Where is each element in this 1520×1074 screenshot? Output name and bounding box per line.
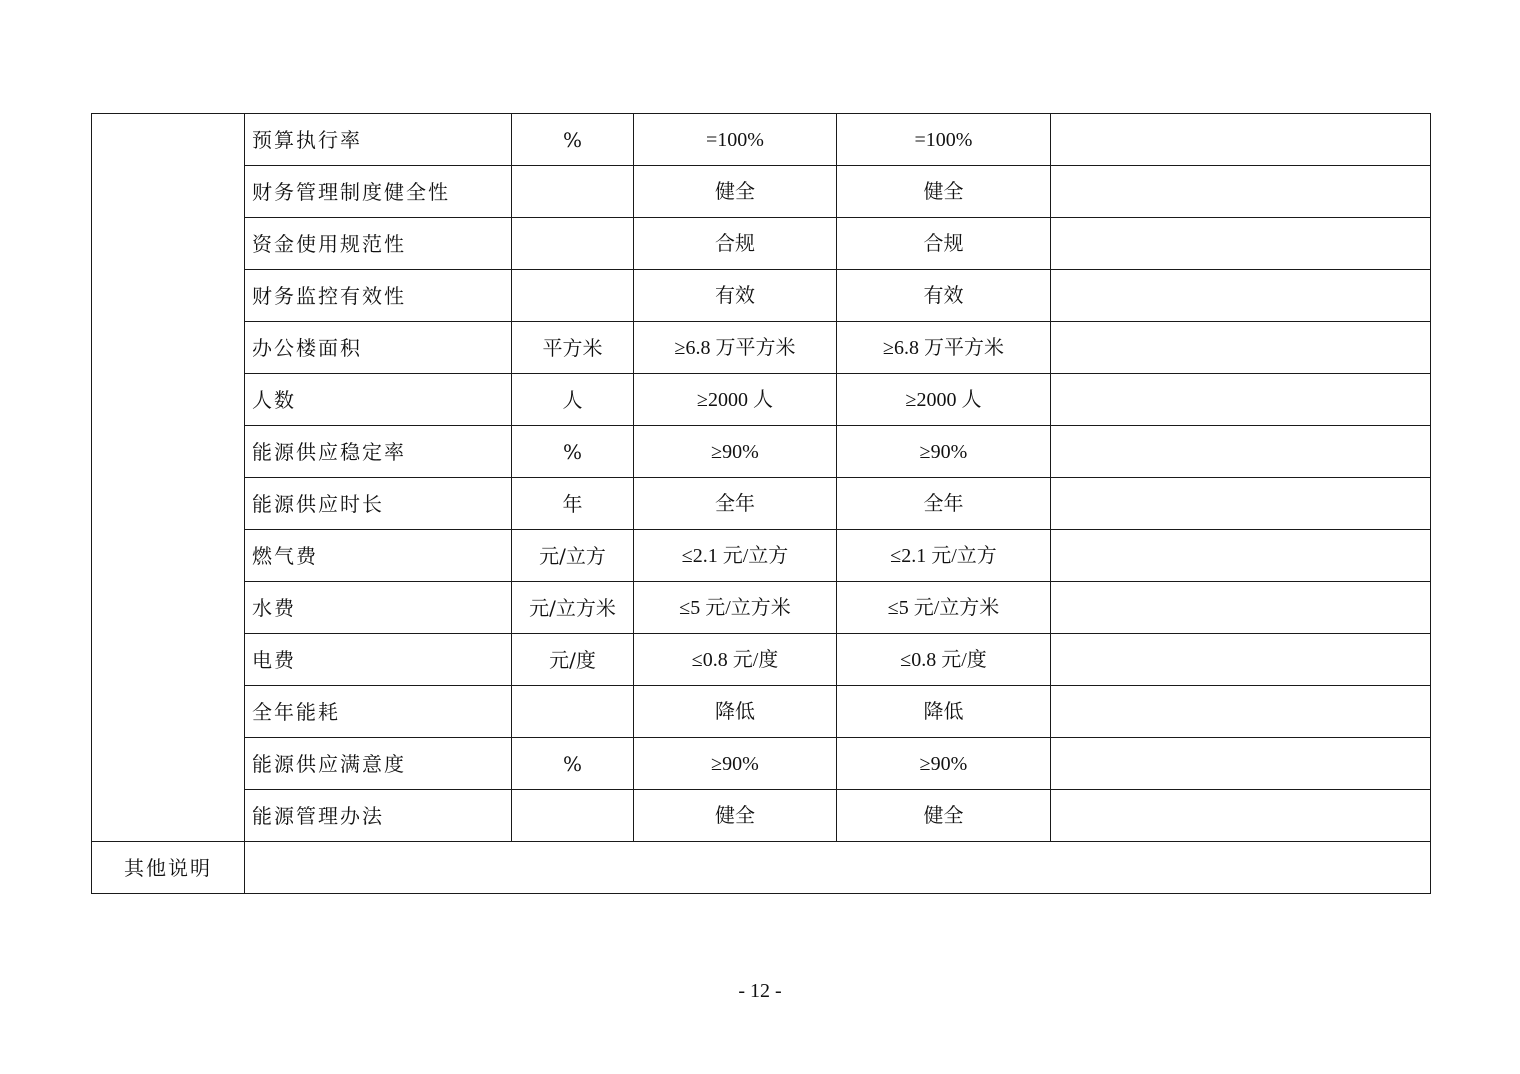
table-row bbox=[92, 114, 1431, 166]
target-value-cell: =100% bbox=[634, 114, 837, 166]
target-value-cell: 全年 bbox=[634, 478, 837, 530]
indicator-name-cell: 资金使用规范性 bbox=[245, 218, 512, 270]
unit-cell: 元/立方米 bbox=[512, 582, 634, 634]
note-cell bbox=[1051, 270, 1431, 322]
note-cell bbox=[1051, 374, 1431, 426]
other-notes-label: 其他说明 bbox=[92, 842, 245, 894]
table-row bbox=[92, 166, 1431, 218]
target-value-cell: ≥2000 人 bbox=[634, 374, 837, 426]
table-row bbox=[92, 634, 1431, 686]
unit-cell: % bbox=[512, 114, 634, 166]
indicator-name-cell: 水费 bbox=[245, 582, 512, 634]
table-row bbox=[92, 582, 1431, 634]
other-notes-value bbox=[245, 842, 1431, 894]
target-value-cell: 降低 bbox=[634, 686, 837, 738]
actual-value-cell: ≥90% bbox=[837, 738, 1051, 790]
target-value-cell: ≤5 元/立方米 bbox=[634, 582, 837, 634]
indicator-name-cell: 财务管理制度健全性 bbox=[245, 166, 512, 218]
unit-cell: 平方米 bbox=[512, 322, 634, 374]
actual-value-cell: ≤2.1 元/立方 bbox=[837, 530, 1051, 582]
unit-cell: 元/立方 bbox=[512, 530, 634, 582]
target-value-cell: ≥90% bbox=[634, 738, 837, 790]
actual-value-cell: ≥2000 人 bbox=[837, 374, 1051, 426]
actual-value-cell: =100% bbox=[837, 114, 1051, 166]
actual-value-cell: 健全 bbox=[837, 166, 1051, 218]
actual-value-cell: ≥6.8 万平方米 bbox=[837, 322, 1051, 374]
unit-cell: 元/度 bbox=[512, 634, 634, 686]
note-cell bbox=[1051, 634, 1431, 686]
note-cell bbox=[1051, 478, 1431, 530]
table-body bbox=[92, 114, 1431, 894]
page-number: - 12 - bbox=[738, 980, 782, 1002]
table-row bbox=[92, 426, 1431, 478]
category-merged-cell bbox=[92, 114, 245, 842]
actual-value-cell: 有效 bbox=[837, 270, 1051, 322]
table-row bbox=[92, 270, 1431, 322]
table-row bbox=[92, 738, 1431, 790]
unit-cell bbox=[512, 686, 634, 738]
note-cell bbox=[1051, 530, 1431, 582]
actual-value-cell: 全年 bbox=[837, 478, 1051, 530]
indicator-name-cell: 能源供应满意度 bbox=[245, 738, 512, 790]
target-value-cell: ≥90% bbox=[634, 426, 837, 478]
target-value-cell: ≤0.8 元/度 bbox=[634, 634, 837, 686]
note-cell bbox=[1051, 426, 1431, 478]
unit-cell: 人 bbox=[512, 374, 634, 426]
other-notes-row bbox=[92, 842, 1431, 894]
indicator-name-cell: 人数 bbox=[245, 374, 512, 426]
note-cell bbox=[1051, 166, 1431, 218]
unit-cell: % bbox=[512, 426, 634, 478]
target-value-cell: 合规 bbox=[634, 218, 837, 270]
actual-value-cell: 降低 bbox=[837, 686, 1051, 738]
indicator-name-cell: 能源供应稳定率 bbox=[245, 426, 512, 478]
table-row bbox=[92, 790, 1431, 842]
indicator-name-cell: 预算执行率 bbox=[245, 114, 512, 166]
table-row bbox=[92, 530, 1431, 582]
target-value-cell: ≤2.1 元/立方 bbox=[634, 530, 837, 582]
unit-cell bbox=[512, 218, 634, 270]
target-value-cell: 健全 bbox=[634, 790, 837, 842]
table-row bbox=[92, 322, 1431, 374]
note-cell bbox=[1051, 218, 1431, 270]
target-value-cell: 健全 bbox=[634, 166, 837, 218]
table-row bbox=[92, 478, 1431, 530]
indicator-table bbox=[91, 113, 1431, 894]
note-cell bbox=[1051, 738, 1431, 790]
actual-value-cell: 健全 bbox=[837, 790, 1051, 842]
table-row bbox=[92, 686, 1431, 738]
target-value-cell: 有效 bbox=[634, 270, 837, 322]
indicator-name-cell: 财务监控有效性 bbox=[245, 270, 512, 322]
note-cell bbox=[1051, 582, 1431, 634]
unit-cell: % bbox=[512, 738, 634, 790]
indicator-name-cell: 全年能耗 bbox=[245, 686, 512, 738]
actual-value-cell: ≥90% bbox=[837, 426, 1051, 478]
unit-cell bbox=[512, 166, 634, 218]
target-value-cell: ≥6.8 万平方米 bbox=[634, 322, 837, 374]
unit-cell bbox=[512, 790, 634, 842]
unit-cell: 年 bbox=[512, 478, 634, 530]
actual-value-cell: ≤0.8 元/度 bbox=[837, 634, 1051, 686]
unit-cell bbox=[512, 270, 634, 322]
indicator-name-cell: 办公楼面积 bbox=[245, 322, 512, 374]
actual-value-cell: ≤5 元/立方米 bbox=[837, 582, 1051, 634]
table-row bbox=[92, 218, 1431, 270]
table-row bbox=[92, 374, 1431, 426]
indicator-name-cell: 能源管理办法 bbox=[245, 790, 512, 842]
note-cell bbox=[1051, 114, 1431, 166]
actual-value-cell: 合规 bbox=[837, 218, 1051, 270]
indicator-name-cell: 电费 bbox=[245, 634, 512, 686]
indicator-name-cell: 能源供应时长 bbox=[245, 478, 512, 530]
note-cell bbox=[1051, 790, 1431, 842]
note-cell bbox=[1051, 322, 1431, 374]
indicator-name-cell: 燃气费 bbox=[245, 530, 512, 582]
note-cell bbox=[1051, 686, 1431, 738]
